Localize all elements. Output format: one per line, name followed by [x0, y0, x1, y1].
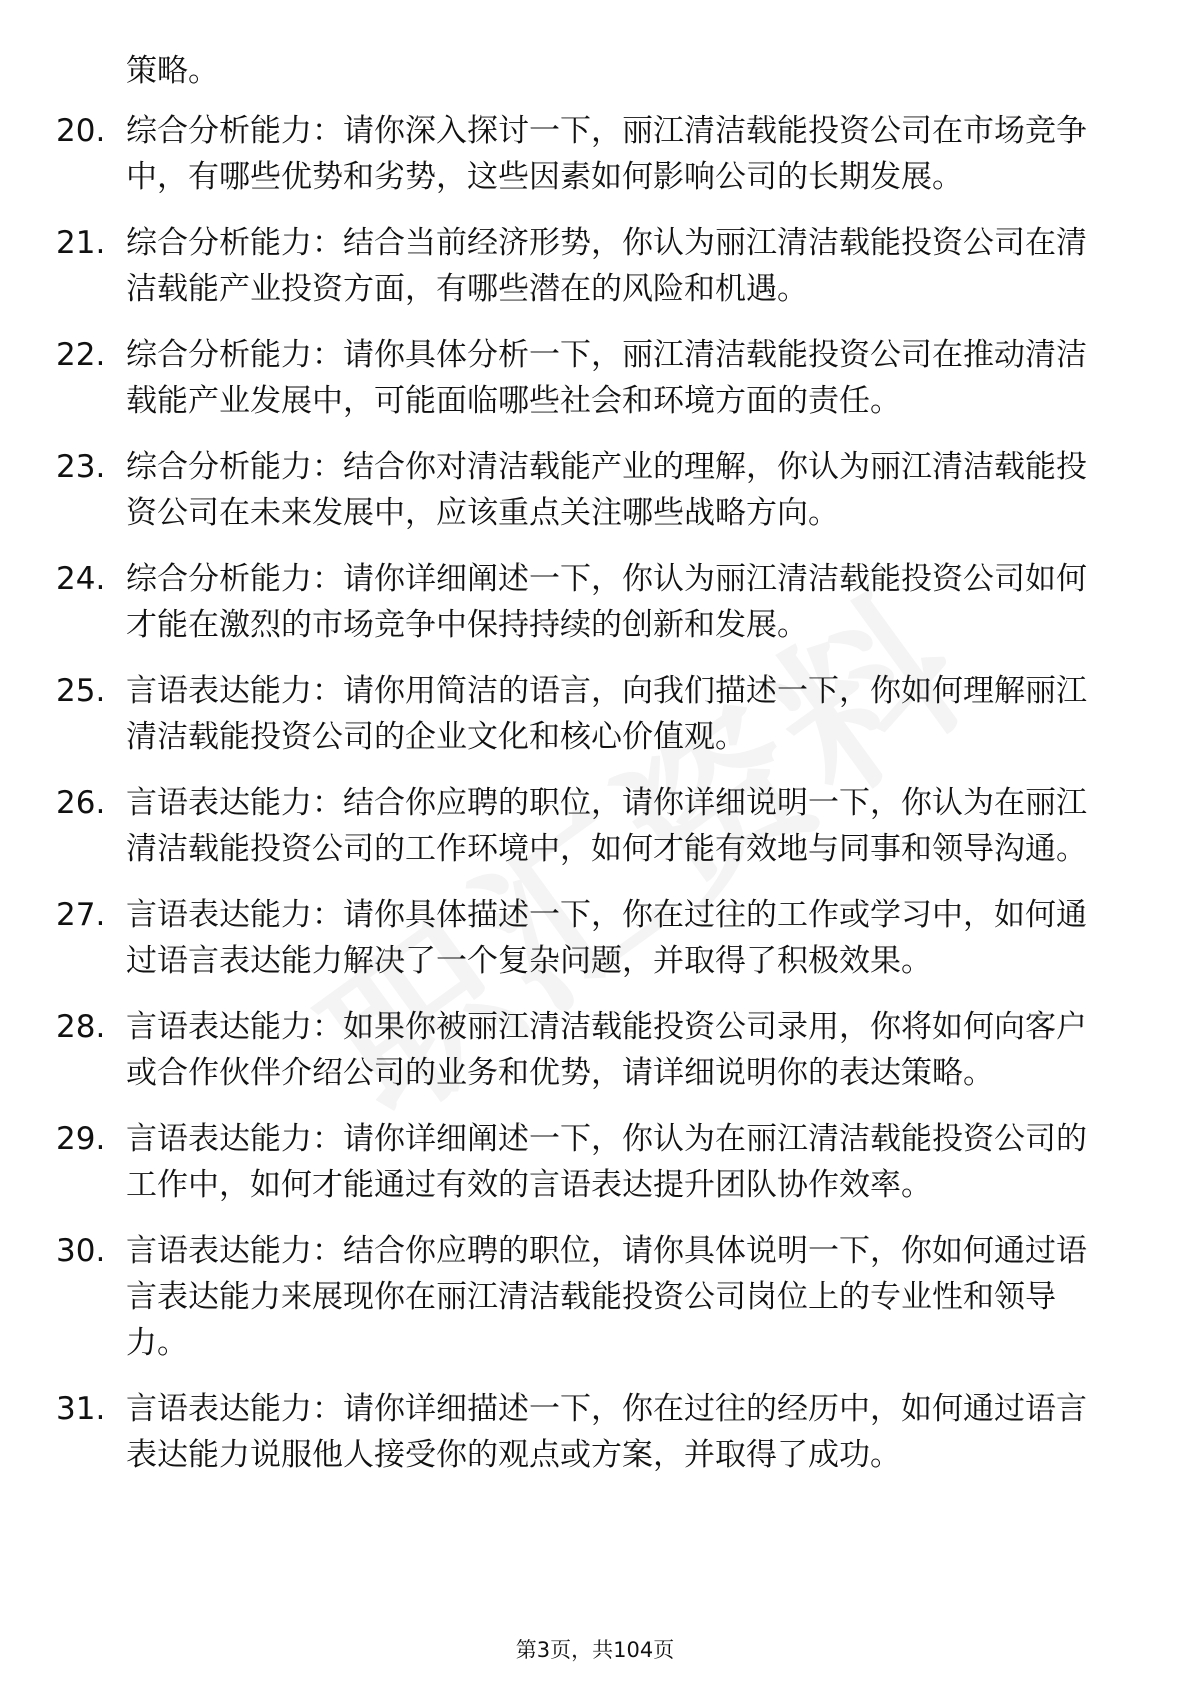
- question-number: 23.: [56, 449, 106, 485]
- page-footer: 第3页，共104页: [515, 1638, 675, 1662]
- question-number: 28.: [56, 1009, 106, 1045]
- list-item: [0, 556, 1190, 648]
- list-item: [0, 668, 1190, 760]
- question-number: 25.: [56, 673, 106, 709]
- question-text: 言语表达能力：请你具体描述一下，你在过往的工作或学习中，如何通过语言表达能力解决了一个复杂问题，并取得了积极效果。: [126, 897, 1087, 979]
- question-text: 综合分析能力：请你详细阐述一下，你认为丽江清洁载能投资公司如何才能在激烈的市场竞争中保持持续的创新和发展。: [126, 561, 1087, 643]
- question-text: 综合分析能力：结合你对清洁载能产业的理解，你认为丽江清洁载能投资公司在未来发展中，应该重点关注哪些战略方向。: [126, 449, 1087, 531]
- question-text: 综合分析能力：请你深入探讨一下，丽江清洁载能投资公司在市场竞争中，有哪些优势和劣势，这些因素如何影响公司的长期发展。: [126, 113, 1087, 195]
- question-text: 言语表达能力：结合你应聘的职位，请你详细说明一下，你认为在丽江清洁载能投资公司的工作环境中，如何才能有效地与同事和领导沟通。: [126, 785, 1087, 867]
- question-number: 27.: [56, 897, 106, 933]
- question-text: 综合分析能力：结合当前经济形势，你认为丽江清洁载能投资公司在清洁载能产业投资方面，有哪些潜在的风险和机遇。: [126, 225, 1087, 307]
- question-text: 言语表达能力：请你详细描述一下，你在过往的经历中，如何通过语言表达能力说服他人接受你的观点或方案，并取得了成功。: [126, 1391, 1087, 1473]
- question-number: 22.: [56, 337, 106, 373]
- list-item: [0, 1116, 1190, 1208]
- question-number: 26.: [56, 785, 106, 821]
- question-number: 20.: [56, 113, 106, 149]
- list-item: [0, 332, 1190, 424]
- list-item: [0, 892, 1190, 984]
- question-number: 21.: [56, 225, 106, 261]
- question-number: 24.: [56, 561, 106, 597]
- question-number: 30.: [56, 1233, 106, 1269]
- list-item: [0, 780, 1190, 872]
- continued-text: 策略。: [126, 53, 219, 89]
- list-item: [0, 1228, 1190, 1366]
- question-text: 言语表达能力：结合你应聘的职位，请你具体说明一下，你如何通过语言表达能力来展现你在丽江清洁载能投资公司岗位上的专业性和领导力。: [126, 1233, 1087, 1361]
- question-number: 31.: [56, 1391, 106, 1427]
- list-item: [0, 444, 1190, 536]
- question-text: 综合分析能力：请你具体分析一下，丽江清洁载能投资公司在推动清洁载能产业发展中，可能面临哪些社会和环境方面的责任。: [126, 337, 1087, 419]
- question-list: [0, 108, 1190, 1498]
- question-text: 言语表达能力：请你用简洁的语言，向我们描述一下，你如何理解丽江清洁载能投资公司的企业文化和核心价值观。: [126, 673, 1087, 755]
- question-text: 言语表达能力：如果你被丽江清洁载能投资公司录用，你将如何向客户或合作伙伴介绍公司的业务和优势，请详细说明你的表达策略。: [126, 1009, 1087, 1091]
- list-item: [0, 1386, 1190, 1478]
- list-item: [0, 220, 1190, 312]
- question-number: 29.: [56, 1121, 106, 1157]
- question-text: 言语表达能力：请你详细阐述一下，你认为在丽江清洁载能投资公司的工作中，如何才能通过有效的言语表达提升团队协作效率。: [126, 1121, 1087, 1203]
- list-item: [0, 108, 1190, 200]
- list-item: [0, 1004, 1190, 1096]
